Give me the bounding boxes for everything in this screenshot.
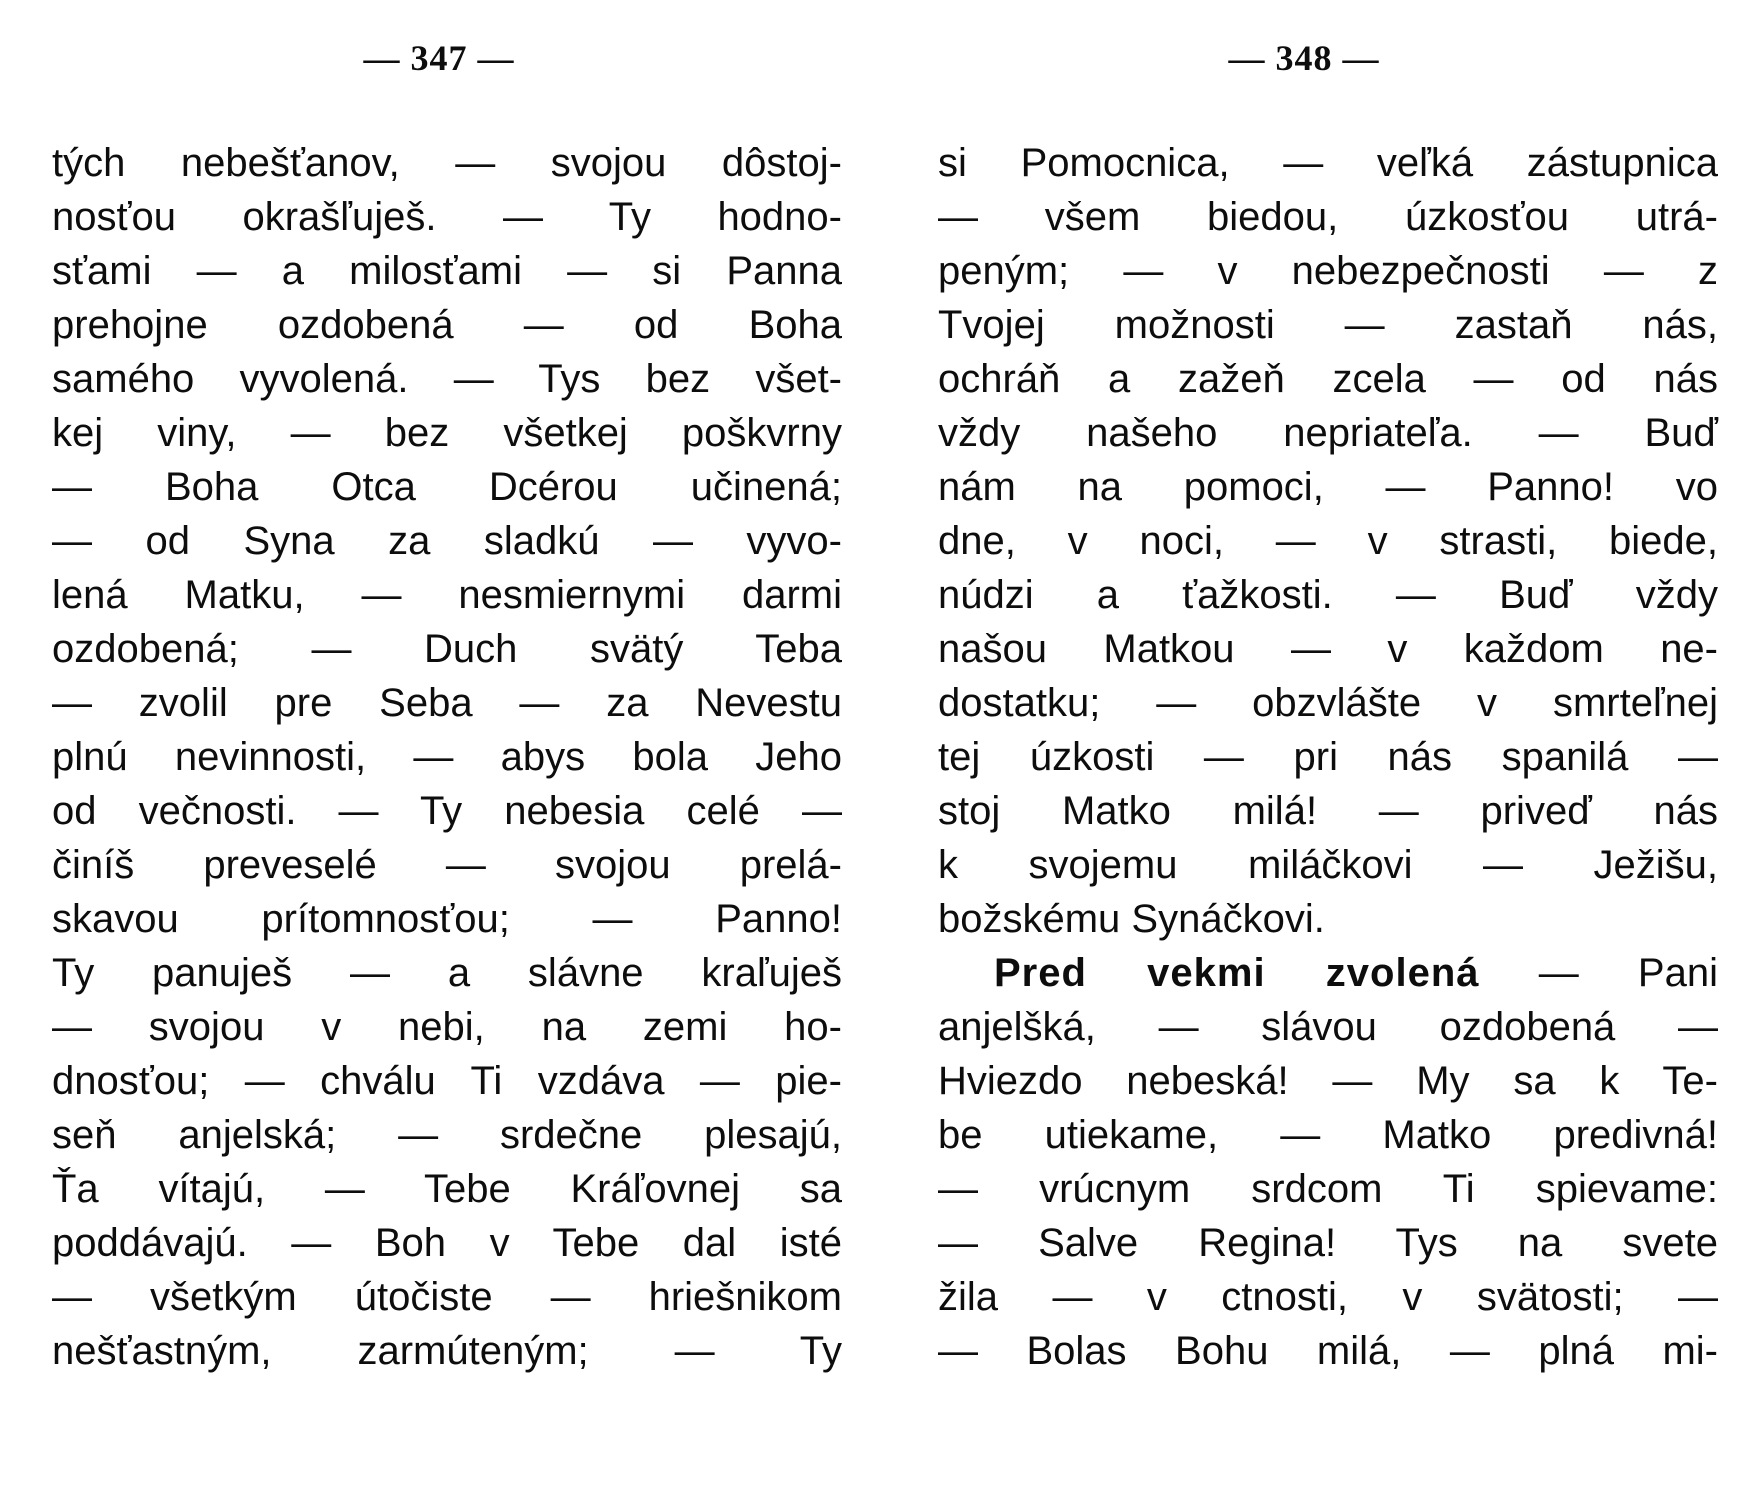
text-line: ozdobená; — Duch svätý Teba [52, 627, 842, 671]
text-line: — od Syna za sladkú — vyvo- [52, 519, 842, 563]
text-line: be utiekame, — Matko predivná! [938, 1113, 1718, 1157]
right-page-text [938, 136, 1718, 1378]
text-line: nosťou okrašľuješ. — Ty hodno- [52, 195, 842, 239]
text-line: poddávajú. — Boh v Tebe dal isté [52, 1221, 842, 1265]
text-line: seň anjelská; — srdečne plesajú, [52, 1113, 842, 1157]
text-line: tej úzkosti — pri nás spanilá — [938, 735, 1718, 779]
text-line: — vrúcnym srdcom Ti spievame: [938, 1167, 1718, 1211]
text-line: nám na pomoci, — Panno! vo [938, 465, 1718, 509]
text-line: lená Matku, — nesmiernymi darmi [52, 573, 842, 617]
text-line: — svojou v nebi, na zemi ho- [52, 1005, 842, 1049]
text-line: od večnosti. — Ty nebesia celé — [52, 789, 842, 833]
text-line: — Salve Regina! Tys na svete [938, 1221, 1718, 1265]
text-line: anjelšká, — slávou ozdobená — [938, 1005, 1718, 1049]
text-line: sťami — a milosťami — si Panna [52, 249, 842, 293]
text-line: Tvojej možnosti — zastaň nás, [938, 303, 1718, 347]
text-line: — Bolas Bohu milá, — plná mi- [938, 1329, 1718, 1373]
text-line: žila — v ctnosti, v svätosti; — [938, 1275, 1718, 1319]
text-line: stoj Matko milá! — priveď nás [938, 789, 1718, 833]
text-line: — všetkým útočiste — hriešnikom [52, 1275, 842, 1319]
section-heading-line [938, 946, 1718, 1000]
page-number-left: — 347 — [363, 38, 515, 78]
text-line: dnosťou; — chválu Ti vzdáva — pie- [52, 1059, 842, 1103]
text-line: peným; — v nebezpečnosti — z [938, 249, 1718, 293]
text-line: kej viny, — bez všetkej poškvrny [52, 411, 842, 455]
text-line: k svojemu miláčkovi — Ježišu, [938, 843, 1718, 887]
text-line: samého vyvolená. — Tys bez všet- [52, 357, 842, 401]
page-number-right: — 348 — [1228, 38, 1380, 78]
text-line: — zvolil pre Seba — za Nevestu [52, 681, 842, 725]
text-line: Hviezdo nebeská! — My sa k Te- [938, 1059, 1718, 1103]
text-line: vždy našeho nepriateľa. — Buď [938, 411, 1718, 455]
text-line: ochráň a zažeň zcela — od nás [938, 357, 1718, 401]
text-line: Ty panuješ — a slávne kraľuješ [52, 951, 842, 995]
text-line: si Pomocnica, — veľká zástupnica [938, 141, 1718, 185]
section-heading: Pred vekmi zvolená [994, 951, 1480, 995]
text-line: — všem biedou, úzkosťou utrá- [938, 195, 1718, 239]
text-line: dne, v noci, — v strasti, biede, [938, 519, 1718, 563]
text-line: prehojne ozdobená — od Boha [52, 303, 842, 347]
text-line: nešťastným, zarmúteným; — Ty [52, 1329, 842, 1373]
text-line: tých nebešťanov, — svojou dôstoj- [52, 141, 842, 185]
text-line: činíš preveselé — svojou prelá- [52, 843, 842, 887]
text-line: — Boha Otca Dcérou učinená; [52, 465, 842, 509]
text-line: núdzi a ťažkosti. — Buď vždy [938, 573, 1718, 617]
text-line: dostatku; — obzvlášte v smrteľnej [938, 681, 1718, 725]
section-heading-continuation: — Pani [1479, 951, 1718, 995]
text-line: božskému Synáčkovi. [938, 897, 1325, 941]
text-line: našou Matkou — v každom ne- [938, 627, 1718, 671]
text-line: skavou prítomnosťou; — Panno! [52, 897, 842, 941]
text-line: Ťa vítajú, — Tebe Kráľovnej sa [52, 1167, 842, 1211]
text-line: plnú nevinnosti, — abys bola Jeho [52, 735, 842, 779]
left-page-text [52, 136, 842, 1378]
